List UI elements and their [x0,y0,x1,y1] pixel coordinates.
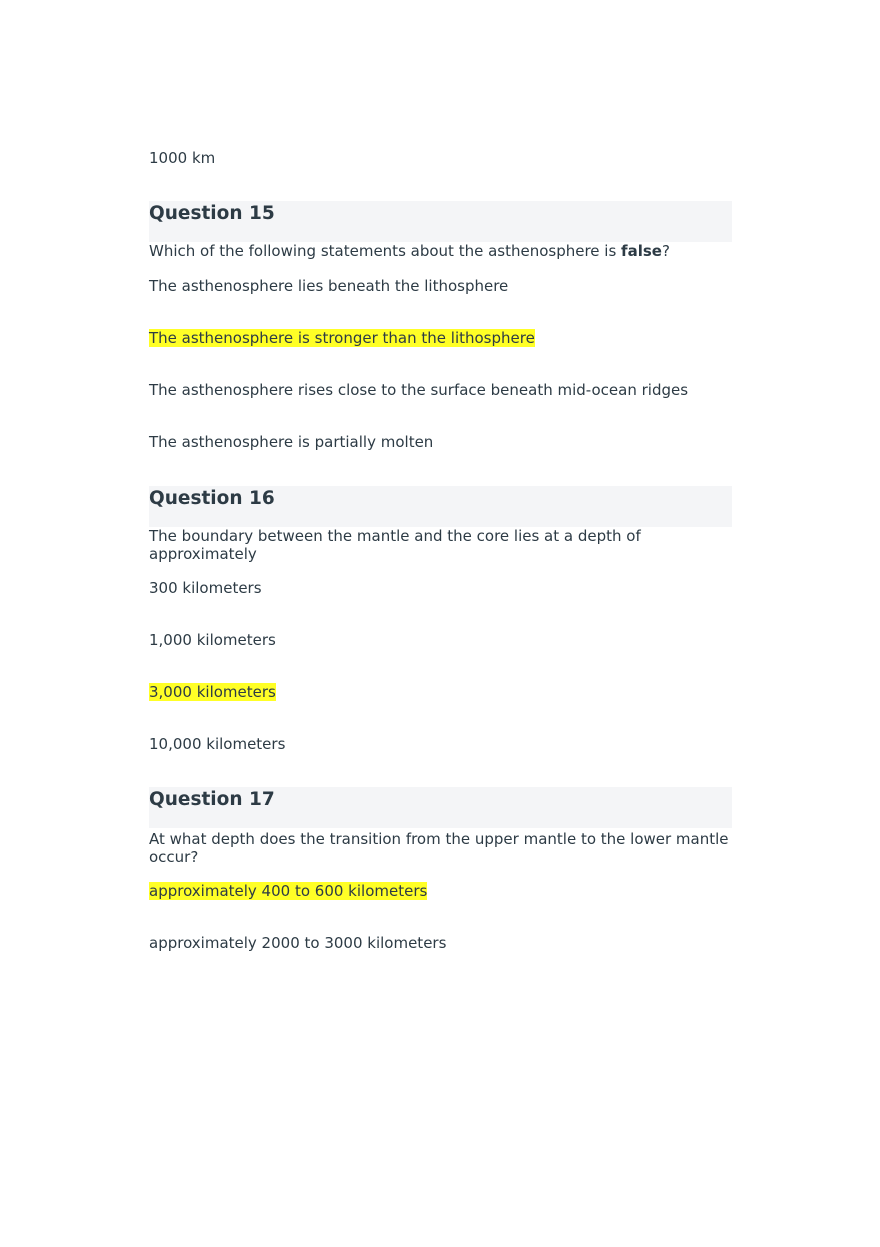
question-15-option-1[interactable]: The asthenosphere lies beneath the lithosphere [149,277,509,295]
question-17-header [149,787,732,828]
question-17-option-1-highlighted: approximately 400 to 600 kilometers [149,882,428,900]
previous-answer: 1000 km [149,149,216,167]
question-16-header [149,486,732,527]
question-17-option-1[interactable] [149,882,427,900]
question-15-prompt-end: ? [661,242,670,260]
question-16-option-1[interactable]: 300 kilometers [149,579,262,597]
question-16-title: Question 16 [149,488,275,509]
question-16-option-2[interactable]: 1,000 kilometers [149,631,276,649]
question-16-option-3-highlighted: 3,000 kilometers [149,683,276,701]
question-16-prompt: The boundary between the mantle and the core lies at a depth of approximately [149,527,641,563]
question-17-option-2[interactable]: approximately 2000 to 3000 kilometers [149,934,447,952]
question-15-option-2[interactable] [149,329,535,347]
question-15-header [149,201,732,242]
question-15-option-3[interactable]: The asthenosphere rises close to the surface beneath mid-ocean ridges [149,381,689,399]
question-15-title: Question 15 [149,203,275,224]
question-15-option-2-highlighted: The asthenosphere is stronger than the lithosphere [149,329,535,347]
question-16-option-3[interactable] [149,683,276,701]
question-15-prompt [149,242,670,260]
question-17-prompt: At what depth does the transition from the upper mantle to the lower mantle occur? [149,830,729,866]
question-15-prompt-start: Which of the following statements about the asthenosphere is [149,242,622,260]
question-15-prompt-emphasis: false [621,242,662,260]
question-15-option-4[interactable]: The asthenosphere is partially molten [149,433,434,451]
question-17-title: Question 17 [149,789,275,810]
question-16-option-4[interactable]: 10,000 kilometers [149,735,286,753]
